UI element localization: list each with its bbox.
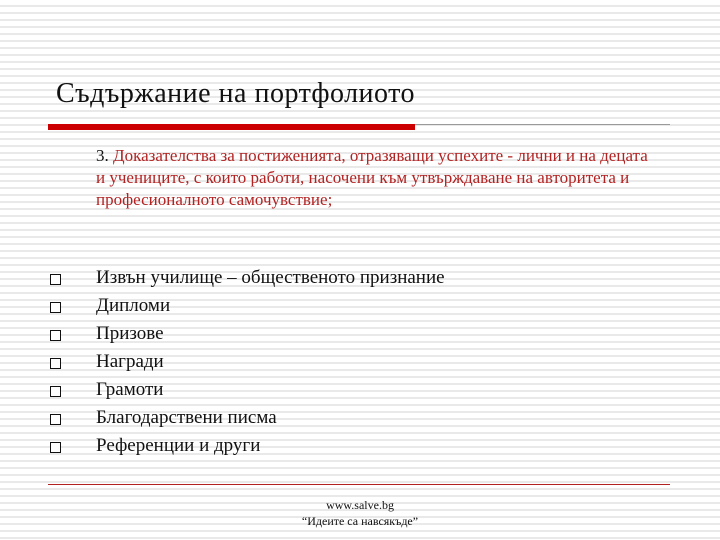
list-item-label: Извън училище – общественото признание — [96, 267, 445, 288]
footer-slogan: “Идеите са навсякъде” — [301, 514, 419, 528]
square-bullet-icon — [50, 274, 61, 285]
list-item-label: Дипломи — [96, 295, 171, 316]
intro-number: 3. — [96, 146, 109, 165]
footer-website: www.salve.bg — [326, 498, 394, 512]
list-item-label: Референции и други — [96, 435, 261, 456]
square-bullet-icon — [50, 330, 61, 341]
square-bullet-icon — [50, 358, 61, 369]
square-bullet-icon — [50, 414, 61, 425]
square-bullet-icon — [50, 302, 61, 313]
slide-title: Съдържание на портфолиото — [56, 78, 416, 109]
square-bullet-icon — [50, 386, 61, 397]
list-item-label: Награди — [96, 351, 164, 372]
list-item-label: Благодарствени писма — [96, 407, 277, 428]
intro-text: Доказателства за постиженията, отразяващи успехите - лични и на децата и учениците, с които работи, насочени към утвърждаване на авторитета и професионалното самочувствие; — [96, 146, 648, 209]
intro-paragraph — [96, 145, 656, 211]
list-item-label: Призове — [96, 323, 164, 344]
square-bullet-icon — [50, 442, 61, 453]
footer-divider — [48, 484, 670, 485]
list-item-label: Грамоти — [96, 379, 164, 400]
title-accent-bar — [48, 124, 415, 130]
